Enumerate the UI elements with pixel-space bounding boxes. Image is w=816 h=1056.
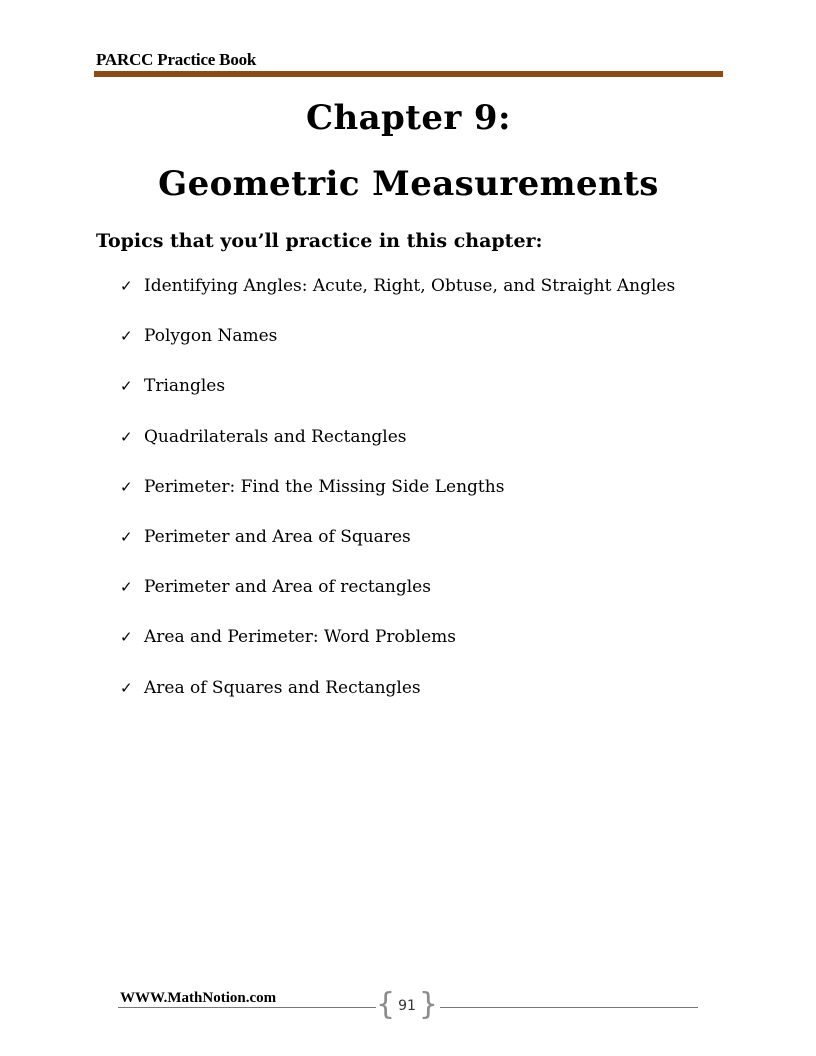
- footer-divider-left: [118, 1007, 376, 1008]
- header-divider: [94, 71, 723, 77]
- footer-website: WWW.MathNotion.com: [120, 990, 277, 1006]
- topic-item: [120, 323, 675, 373]
- footer-divider-right: [440, 1007, 698, 1008]
- topic-label: Perimeter and Area of Squares: [144, 526, 411, 547]
- checkmark-icon: ✓: [120, 527, 133, 546]
- checkmark-icon: ✓: [120, 327, 133, 346]
- topic-label: Perimeter and Area of rectangles: [144, 577, 431, 598]
- page-number: 91: [398, 998, 416, 1014]
- topic-label: Area of Squares and Rectangles: [144, 677, 421, 698]
- topic-item: [120, 574, 675, 624]
- topic-item: [120, 424, 675, 474]
- topic-label: Area and Perimeter: Word Problems: [144, 627, 456, 648]
- checkmark-icon: ✓: [120, 477, 133, 496]
- topic-item: [120, 273, 675, 323]
- topic-label: Identifying Angles: Acute, Right, Obtuse, and Straight Angles: [144, 276, 676, 296]
- topic-label: Polygon Names: [144, 326, 278, 347]
- topic-label: Triangles: [144, 376, 226, 397]
- checkmark-icon: ✓: [120, 678, 133, 697]
- chapter-title: Geometric Measurements: [158, 164, 659, 204]
- chapter-number-heading: Chapter 9:: [306, 98, 511, 138]
- book-title: PARCC Practice Book: [96, 50, 257, 69]
- page-number-block: [376, 987, 438, 1025]
- topic-item: [120, 373, 675, 423]
- topic-item: [120, 624, 675, 674]
- topic-list: [120, 273, 675, 725]
- topic-label: Perimeter: Find the Missing Side Lengths: [144, 476, 505, 497]
- checkmark-icon: ✓: [120, 628, 133, 647]
- topic-item: [120, 474, 675, 524]
- checkmark-icon: ✓: [120, 377, 133, 396]
- right-brace-icon: }: [418, 987, 438, 1022]
- checkmark-icon: ✓: [120, 427, 133, 446]
- topics-heading: Topics that you’ll practice in this chapter:: [96, 230, 543, 252]
- checkmark-icon: ✓: [120, 578, 133, 597]
- topic-item: [120, 675, 675, 725]
- topic-item: [120, 524, 675, 574]
- left-brace-icon: {: [376, 987, 396, 1022]
- topic-label: Quadrilaterals and Rectangles: [144, 426, 407, 447]
- checkmark-icon: ✓: [120, 277, 133, 295]
